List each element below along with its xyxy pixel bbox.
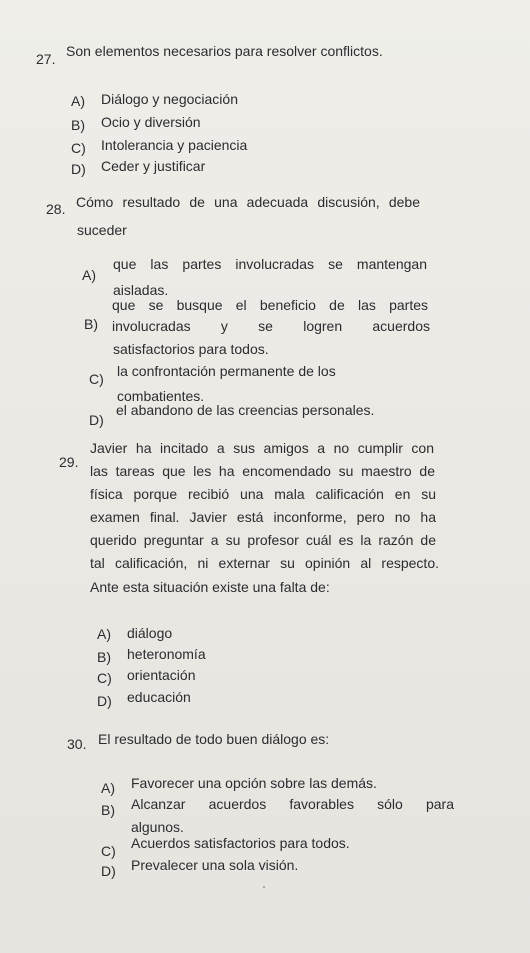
- option-text-line: Prevalecer una sola visión.: [131, 857, 299, 873]
- option-text: heteronomía: [127, 646, 206, 662]
- question-text: Son elementos necesarios para resolver conflictos.: [66, 43, 383, 59]
- question-number: 30.: [67, 736, 87, 752]
- option-letter: C): [101, 843, 116, 859]
- question-text: El resultado de todo buen diálogo es:: [98, 731, 330, 747]
- option-text-line: combatientes.: [117, 388, 205, 404]
- option-letter: B): [97, 649, 111, 665]
- question-number: 27.: [36, 51, 56, 67]
- option-text: diálogo: [127, 625, 173, 641]
- option-text: Ceder y justificar: [101, 158, 206, 174]
- question-text-line: querido preguntar a su profesor cuál es la razón de: [90, 532, 436, 548]
- option-text-line: Favorecer una opción sobre las demás.: [131, 775, 377, 791]
- option-text-line: que se busque el beneficio de las partes: [112, 297, 428, 313]
- option-text: educación: [127, 689, 191, 705]
- option-text: Ocio y diversión: [101, 114, 201, 130]
- option-letter: B): [71, 117, 85, 133]
- question-text-line: tal calificación, ni externar su opinión al respecto.: [90, 555, 439, 571]
- option-text-line: el abandono de las creencias personales.: [116, 402, 375, 418]
- question-text-line: Ante esta situación existe una falta de:: [90, 579, 330, 595]
- option-letter: B): [84, 316, 98, 332]
- question-number: 28.: [46, 201, 66, 217]
- option-letter: C): [71, 140, 86, 156]
- option-letter: C): [89, 371, 104, 387]
- option-text-line: involucradas y se logren acuerdos: [112, 318, 430, 334]
- question-text-line: las tareas que les ha encomendado su maestro de: [90, 463, 435, 479]
- option-letter: A): [71, 93, 85, 109]
- option-text-line: algunos.: [131, 819, 184, 835]
- option-text: Intolerancia y paciencia: [101, 137, 248, 153]
- question-text-line: Cómo resultado de una adecuada discusión, debe: [76, 194, 420, 210]
- option-text: orientación: [127, 667, 196, 683]
- option-text: Diálogo y negociación: [101, 91, 238, 107]
- option-letter: C): [97, 670, 112, 686]
- option-letter: D): [97, 693, 112, 709]
- option-text-line: Alcanzar acuerdos favorables sólo para: [131, 796, 454, 812]
- option-letter: D): [89, 412, 104, 428]
- option-letter: A): [97, 626, 111, 642]
- option-text-line: la confrontación permanente de los: [117, 363, 336, 379]
- question-number: 29.: [59, 454, 79, 470]
- option-text-line: aisladas.: [113, 282, 169, 298]
- option-text-line: Acuerdos satisfactorios para todos.: [131, 835, 350, 851]
- option-text-line: que las partes involucradas se mantengan: [113, 256, 427, 272]
- option-letter: D): [71, 161, 86, 177]
- option-letter: A): [101, 780, 115, 796]
- question-text-line: suceder: [77, 222, 127, 238]
- option-letter: B): [101, 802, 115, 818]
- question-text-line: Javier ha incitado a sus amigos a no cumplir con: [90, 440, 434, 456]
- option-text-line: satisfactorios para todos.: [113, 341, 269, 357]
- option-letter: A): [82, 267, 96, 283]
- question-text-line: física porque recibió una mala calificación en su: [90, 486, 436, 502]
- paper-speck: [263, 886, 265, 888]
- question-text-line: examen final. Javier está inconforme, pero no ha: [90, 509, 436, 525]
- option-letter: D): [101, 863, 116, 879]
